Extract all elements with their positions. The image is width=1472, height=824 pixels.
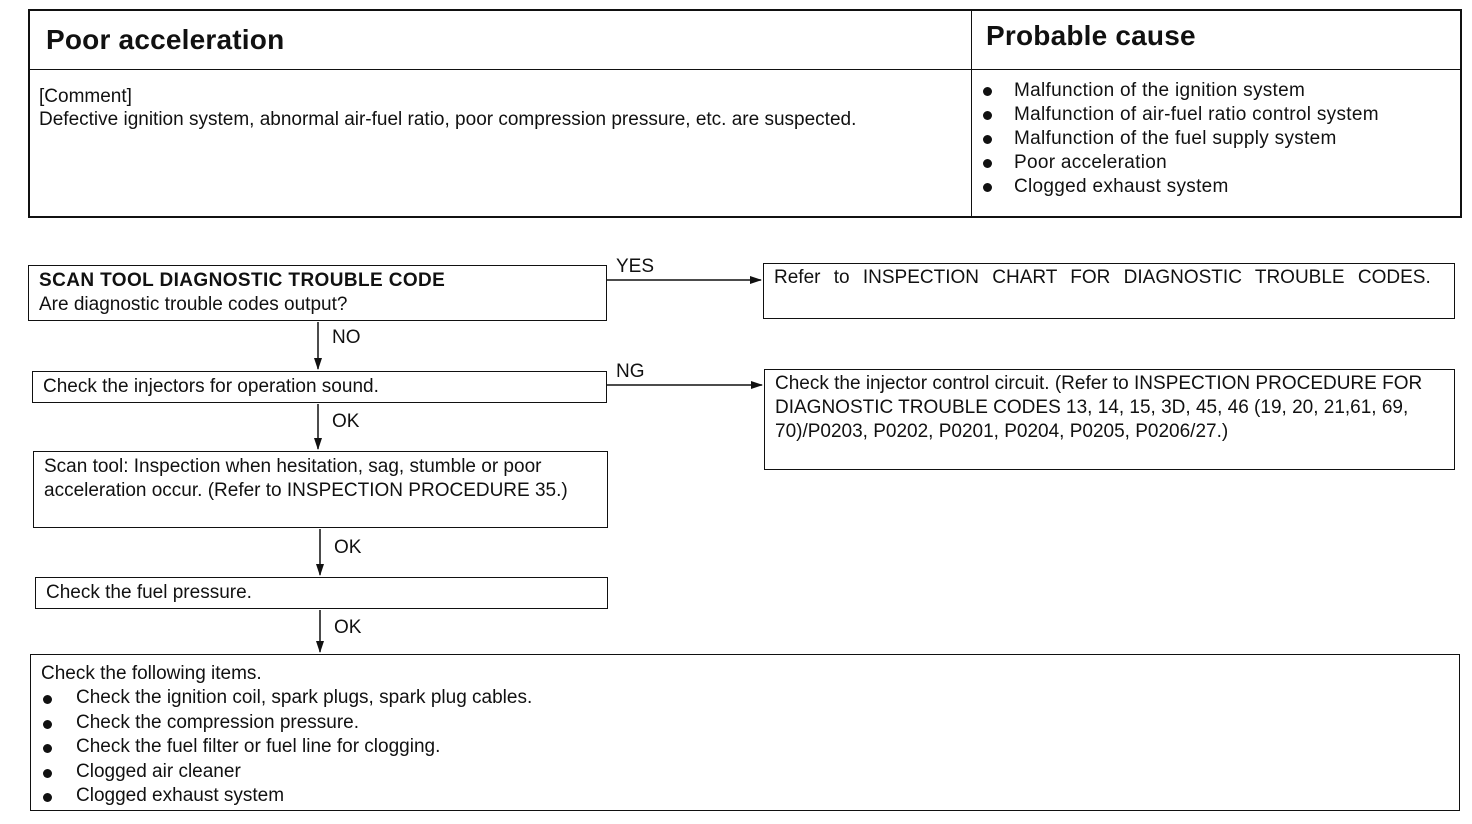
- cause-item: Malfunction of air-fuel ratio control system: [980, 103, 1379, 127]
- ng-label: NG: [616, 361, 645, 382]
- list-item: Check the compression pressure.: [41, 711, 1449, 735]
- cause-item: Malfunction of the ignition system: [980, 79, 1379, 103]
- final-intro: Check the following items.: [41, 663, 262, 684]
- comment-label: [Comment]: [39, 86, 132, 107]
- yes-label: YES: [616, 256, 655, 277]
- ok-label-3: OK: [334, 617, 362, 638]
- result-check-injector-circuit: Check the injector control circuit. (Refer to INSPECTION PROCEDURE FOR DIAGNOSTIC TROUBLE CODES 13, 14, 15, 3D, 45, 46 (19, 20, 21,61, 69, 70)/P0203, P0202, P0201, P0204, P0205, P0206/27.): [764, 369, 1455, 470]
- cause-item: Clogged exhaust system: [980, 175, 1379, 199]
- result-refer-dtc-chart: Refer to INSPECTION CHART FOR DIAGNOSTIC TROUBLE CODES.: [763, 263, 1455, 319]
- probable-cause-heading: Probable cause: [986, 20, 1196, 51]
- no-label: NO: [332, 327, 361, 348]
- step-title: SCAN TOOL DIAGNOSTIC TROUBLE CODE: [39, 270, 446, 291]
- step-check-injector-sound: Check the injectors for operation sound.: [32, 371, 607, 403]
- step-scan-tool-inspection: Scan tool: Inspection when hesitation, sag, stumble or poor acceleration occur. (Refer to INSPECTION PROCEDURE 35.): [33, 451, 608, 528]
- list-item: Clogged air cleaner: [41, 760, 1449, 784]
- step-check-following-items: [30, 654, 1460, 811]
- comment-text: Defective ignition system, abnormal air-fuel ratio, poor compression pressure, etc. are suspected.: [39, 109, 857, 130]
- list-item: Check the fuel filter or fuel line for clogging.: [41, 735, 1449, 759]
- list-item: Clogged exhaust system: [41, 784, 1449, 808]
- symptom-title: Poor acceleration: [46, 24, 285, 55]
- cause-item: Poor acceleration: [980, 151, 1379, 175]
- list-item: Check the ignition coil, spark plugs, spark plug cables.: [41, 686, 1449, 710]
- step-question: Are diagnostic trouble codes output?: [39, 294, 348, 315]
- cause-item: Malfunction of the fuel supply system: [980, 127, 1379, 151]
- step-check-fuel-pressure: Check the fuel pressure.: [35, 577, 608, 609]
- step-scan-tool-dtc: [28, 265, 607, 321]
- final-check-list: [41, 686, 1449, 808]
- ok-label-1: OK: [332, 411, 360, 432]
- ok-label-2: OK: [334, 537, 362, 558]
